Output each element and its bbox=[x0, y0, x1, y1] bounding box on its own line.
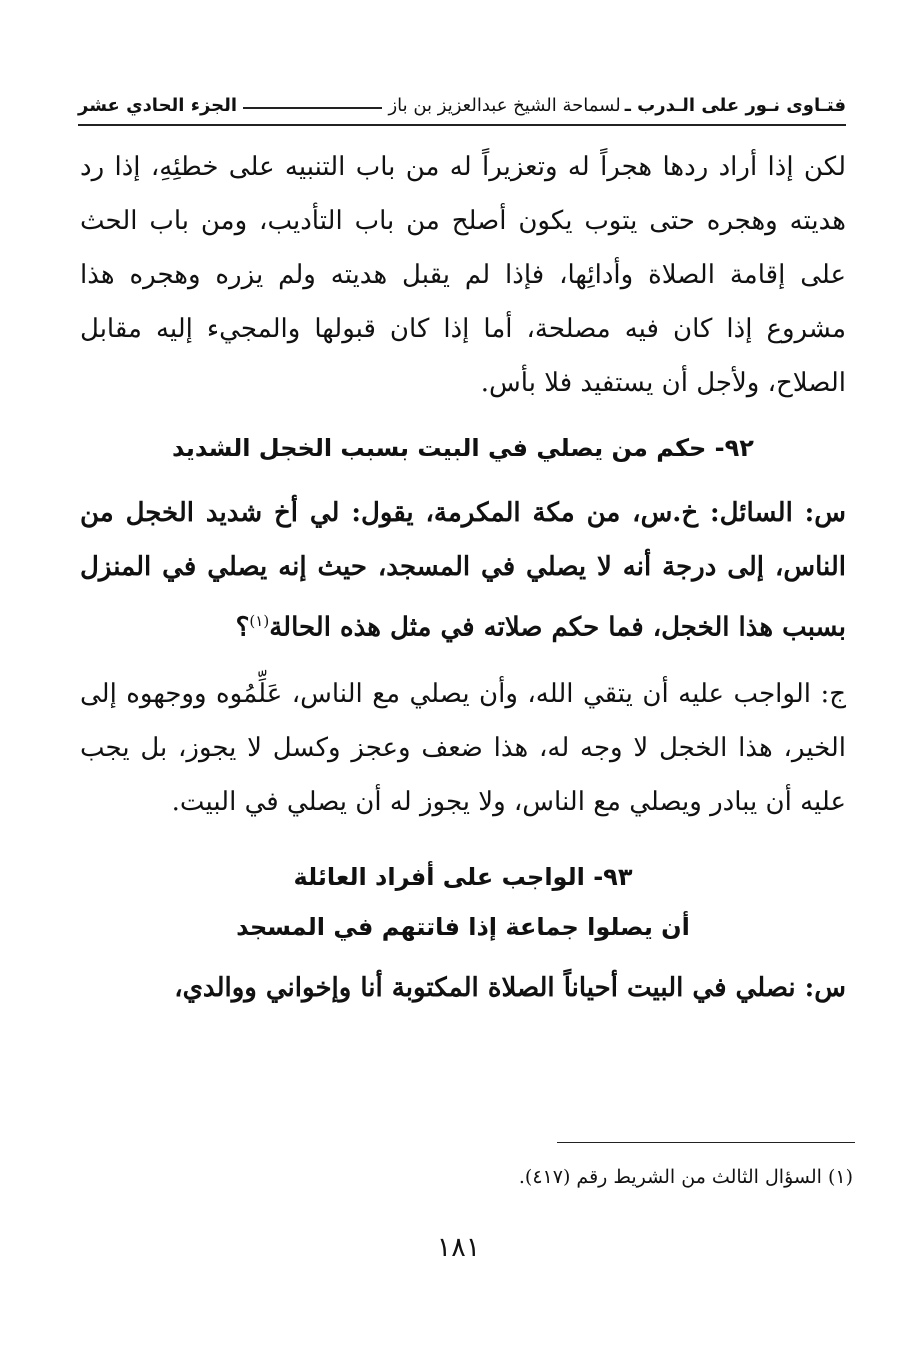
section-title-93-line1: ٩٣- الواجب على أفراد العائلة bbox=[293, 862, 633, 891]
page-body bbox=[80, 140, 846, 1015]
question-92-end: ؟ bbox=[235, 612, 250, 643]
header-book-title: فتـاوى نـور على الـدرب ـ bbox=[624, 95, 846, 116]
question-92-text: س: السائل: خ.س، من مكة المكرمة، يقول: لي أخ شديد الخجل من الناس، إلى درجة أنه لا يصلي في المسجد، حيث إنه يصلي في المنزل بسبب هذا الخجل، فما حكم صلاته في مثل هذه الحالة bbox=[80, 498, 846, 643]
header-author: لسماحة الشيخ عبدالعزيز بن باز bbox=[388, 95, 621, 116]
section-title-92: ٩٢- حكم من يصلي في البيت بسبب الخجل الشديد bbox=[172, 434, 754, 462]
question-93: س: نصلي في البيت أحياناً الصلاة المكتوبة أنا وإخواني ووالدي، bbox=[174, 972, 846, 1003]
footnote: (١) السؤال الثالث من الشريط رقم (٤١٧). bbox=[518, 1166, 853, 1188]
header-rule bbox=[78, 124, 846, 126]
question-92 bbox=[80, 486, 846, 655]
answer-92: ج: الواجب عليه أن يتقي الله، وأن يصلي مع الناس، عَلِّمُوه ووجهوه إلى الخير، هذا الخجل لا وجه له، هذا ضعف وعجز وكسل لا يجوز، بل يجب عليه أن يبادر ويصلي مع الناس، ولا يجوز له أن يصلي في البيت. bbox=[80, 678, 846, 817]
footnote-separator bbox=[557, 1142, 855, 1143]
paragraph-continuation: لكن إذا أراد ردها هجراً له وتعزيراً له من باب التنبيه على خطئِهِ، إذا رد هديته وهجره حتى يتوب يكون أصلح من باب التأديب، ومن باب الحث على إقامة الصلاة وأدائِها، فإذا لم يقبل هديته ولم يزره وهجره هذا مشروع إذا كان فيه مصلحة، أما إذا كان قبولها والمجيء إليه مقابل الصلاح، ولأجل أن يستفيد فلا بأس. bbox=[80, 152, 846, 398]
header-divider-line bbox=[243, 107, 382, 109]
page-number: ١٨١ bbox=[436, 1232, 481, 1263]
header-volume: الجزء الحادي عشر bbox=[78, 95, 238, 116]
section-title-93-line2: أن يصلوا جماعة إذا فاتتهم في المسجد bbox=[236, 912, 690, 941]
footnote-marker: (١) bbox=[249, 612, 270, 630]
running-header bbox=[78, 78, 846, 116]
